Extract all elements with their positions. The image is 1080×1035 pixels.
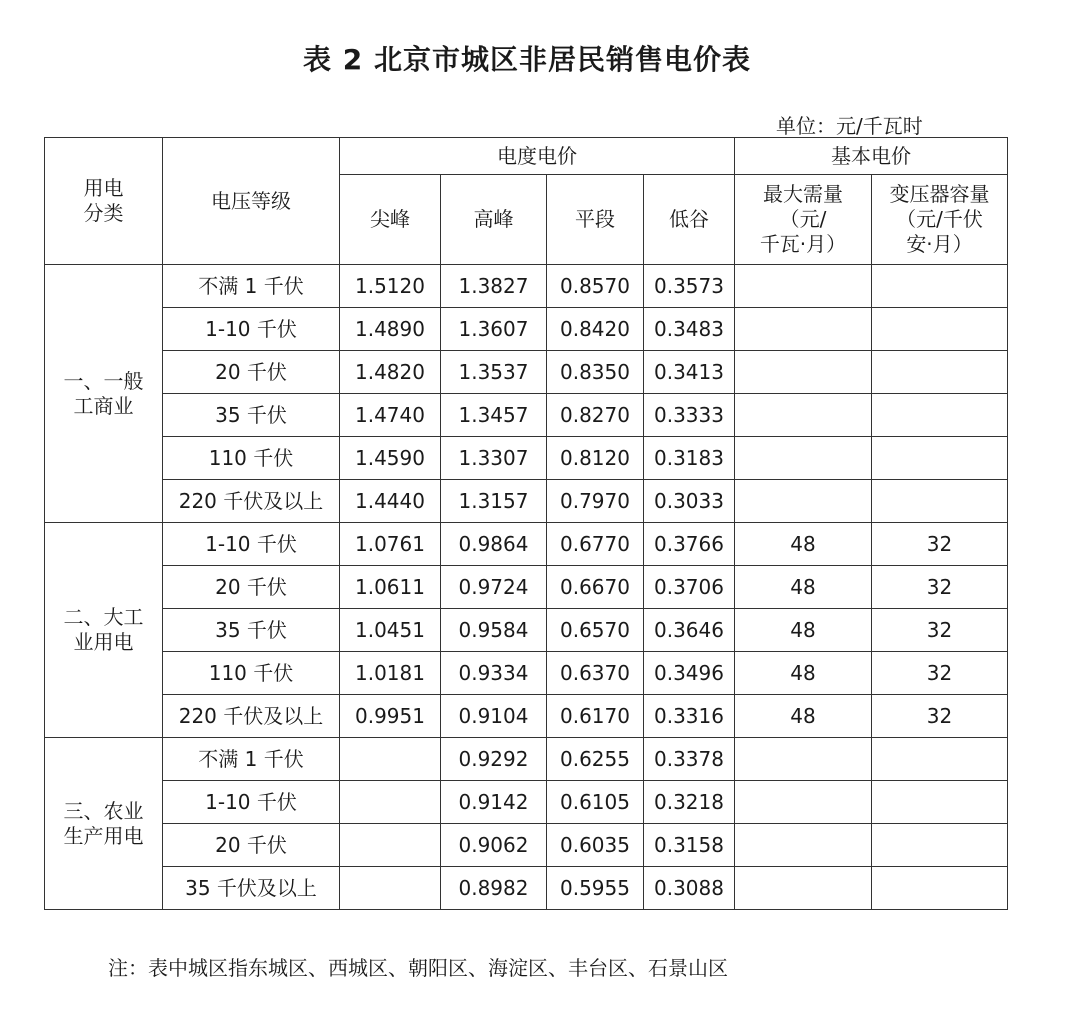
transformer-cell: 32	[872, 609, 1008, 652]
sharp-peak-cell: 1.0611	[340, 566, 441, 609]
header-transformer: 变压器容量 （元/千伏 安·月）	[872, 175, 1008, 265]
peak-cell: 0.9104	[441, 695, 547, 738]
sharp-peak-cell: 1.0451	[340, 609, 441, 652]
max-demand-cell	[735, 265, 872, 308]
voltage-cell: 220 千伏及以上	[163, 480, 340, 523]
max-demand-cell	[735, 824, 872, 867]
max-demand-cell	[735, 738, 872, 781]
valley-cell: 0.3333	[644, 394, 735, 437]
header-energy-price: 电度电价	[340, 138, 735, 175]
table-row	[45, 867, 1008, 910]
table-row	[45, 695, 1008, 738]
footnote: 注：表中城区指东城区、西城区、朝阳区、海淀区、丰台区、石景山区	[108, 956, 728, 980]
sharp-peak-cell: 1.4890	[340, 308, 441, 351]
peak-cell: 1.3537	[441, 351, 547, 394]
flat-cell: 0.6035	[547, 824, 644, 867]
transformer-cell	[872, 781, 1008, 824]
transformer-cell	[872, 394, 1008, 437]
header-basic-price: 基本电价	[735, 138, 1008, 175]
unit-label: 单位：元/千瓦时	[776, 114, 923, 138]
transformer-cell: 32	[872, 523, 1008, 566]
table-row	[45, 652, 1008, 695]
header-voltage: 电压等级	[163, 138, 340, 265]
valley-cell: 0.3496	[644, 652, 735, 695]
sharp-peak-cell	[340, 824, 441, 867]
sharp-peak-cell	[340, 781, 441, 824]
max-demand-cell	[735, 480, 872, 523]
header-max-demand: 最大需量 （元/ 千瓦·月）	[735, 175, 872, 265]
transformer-cell	[872, 867, 1008, 910]
flat-cell: 0.6770	[547, 523, 644, 566]
transformer-cell	[872, 824, 1008, 867]
peak-cell: 0.9334	[441, 652, 547, 695]
transformer-cell	[872, 437, 1008, 480]
max-demand-cell: 48	[735, 652, 872, 695]
flat-cell: 0.8120	[547, 437, 644, 480]
peak-cell: 1.3457	[441, 394, 547, 437]
sharp-peak-cell: 1.0181	[340, 652, 441, 695]
flat-cell: 0.8350	[547, 351, 644, 394]
flat-cell: 0.6105	[547, 781, 644, 824]
flat-cell: 0.6570	[547, 609, 644, 652]
transformer-cell	[872, 480, 1008, 523]
valley-cell: 0.3378	[644, 738, 735, 781]
flat-cell: 0.8570	[547, 265, 644, 308]
sharp-peak-cell: 1.4440	[340, 480, 441, 523]
transformer-cell	[872, 351, 1008, 394]
flat-cell: 0.6170	[547, 695, 644, 738]
peak-cell: 0.9584	[441, 609, 547, 652]
valley-cell: 0.3183	[644, 437, 735, 480]
voltage-cell: 20 千伏	[163, 566, 340, 609]
flat-cell: 0.6255	[547, 738, 644, 781]
category-cell: 三、农业 生产用电	[45, 738, 163, 910]
price-table	[44, 137, 1008, 910]
max-demand-cell	[735, 308, 872, 351]
table-row	[45, 566, 1008, 609]
flat-cell: 0.8270	[547, 394, 644, 437]
valley-cell: 0.3483	[644, 308, 735, 351]
valley-cell: 0.3316	[644, 695, 735, 738]
table-row	[45, 480, 1008, 523]
category-cell: 一、一般 工商业	[45, 265, 163, 523]
valley-cell: 0.3033	[644, 480, 735, 523]
flat-cell: 0.5955	[547, 867, 644, 910]
valley-cell: 0.3646	[644, 609, 735, 652]
peak-cell: 1.3827	[441, 265, 547, 308]
voltage-cell: 35 千伏	[163, 609, 340, 652]
voltage-cell: 1-10 千伏	[163, 308, 340, 351]
table-row	[45, 437, 1008, 480]
valley-cell: 0.3158	[644, 824, 735, 867]
max-demand-cell	[735, 781, 872, 824]
max-demand-cell: 48	[735, 523, 872, 566]
table-row	[45, 738, 1008, 781]
peak-cell: 0.9292	[441, 738, 547, 781]
table-row	[45, 394, 1008, 437]
flat-cell: 0.6670	[547, 566, 644, 609]
voltage-cell: 不满 1 千伏	[163, 265, 340, 308]
flat-cell: 0.8420	[547, 308, 644, 351]
peak-cell: 1.3307	[441, 437, 547, 480]
header-period-peak: 高峰	[441, 175, 547, 265]
category-cell: 二、大工 业用电	[45, 523, 163, 738]
max-demand-cell	[735, 351, 872, 394]
transformer-cell	[872, 265, 1008, 308]
table-row	[45, 609, 1008, 652]
voltage-cell: 110 千伏	[163, 437, 340, 480]
header-category: 用电 分类	[45, 138, 163, 265]
transformer-cell	[872, 308, 1008, 351]
transformer-cell: 32	[872, 652, 1008, 695]
table-row	[45, 824, 1008, 867]
sharp-peak-cell: 1.4820	[340, 351, 441, 394]
header-period-flat: 平段	[547, 175, 644, 265]
peak-cell: 0.8982	[441, 867, 547, 910]
valley-cell: 0.3573	[644, 265, 735, 308]
peak-cell: 1.3157	[441, 480, 547, 523]
max-demand-cell	[735, 867, 872, 910]
header-row-1	[45, 138, 1008, 175]
sharp-peak-cell: 1.5120	[340, 265, 441, 308]
max-demand-cell	[735, 394, 872, 437]
flat-cell: 0.7970	[547, 480, 644, 523]
transformer-cell	[872, 738, 1008, 781]
voltage-cell: 20 千伏	[163, 351, 340, 394]
voltage-cell: 220 千伏及以上	[163, 695, 340, 738]
valley-cell: 0.3766	[644, 523, 735, 566]
voltage-cell: 不满 1 千伏	[163, 738, 340, 781]
voltage-cell: 1-10 千伏	[163, 781, 340, 824]
header-period-valley: 低谷	[644, 175, 735, 265]
voltage-cell: 35 千伏	[163, 394, 340, 437]
table-row	[45, 781, 1008, 824]
table-row	[45, 265, 1008, 308]
sharp-peak-cell: 1.4590	[340, 437, 441, 480]
transformer-cell: 32	[872, 566, 1008, 609]
voltage-cell: 1-10 千伏	[163, 523, 340, 566]
table-row	[45, 523, 1008, 566]
sharp-peak-cell: 1.4740	[340, 394, 441, 437]
peak-cell: 0.9062	[441, 824, 547, 867]
transformer-cell: 32	[872, 695, 1008, 738]
peak-cell: 0.9864	[441, 523, 547, 566]
max-demand-cell: 48	[735, 566, 872, 609]
peak-cell: 0.9724	[441, 566, 547, 609]
peak-cell: 1.3607	[441, 308, 547, 351]
header-period-sharp-peak: 尖峰	[340, 175, 441, 265]
peak-cell: 0.9142	[441, 781, 547, 824]
sharp-peak-cell: 1.0761	[340, 523, 441, 566]
valley-cell: 0.3413	[644, 351, 735, 394]
voltage-cell: 20 千伏	[163, 824, 340, 867]
max-demand-cell: 48	[735, 695, 872, 738]
max-demand-cell: 48	[735, 609, 872, 652]
voltage-cell: 35 千伏及以上	[163, 867, 340, 910]
table-row	[45, 308, 1008, 351]
flat-cell: 0.6370	[547, 652, 644, 695]
valley-cell: 0.3088	[644, 867, 735, 910]
valley-cell: 0.3218	[644, 781, 735, 824]
table-row	[45, 351, 1008, 394]
sharp-peak-cell	[340, 738, 441, 781]
sharp-peak-cell	[340, 867, 441, 910]
valley-cell: 0.3706	[644, 566, 735, 609]
max-demand-cell	[735, 437, 872, 480]
sharp-peak-cell: 0.9951	[340, 695, 441, 738]
voltage-cell: 110 千伏	[163, 652, 340, 695]
page-title: 表 2 北京市城区非居民销售电价表	[303, 43, 751, 76]
